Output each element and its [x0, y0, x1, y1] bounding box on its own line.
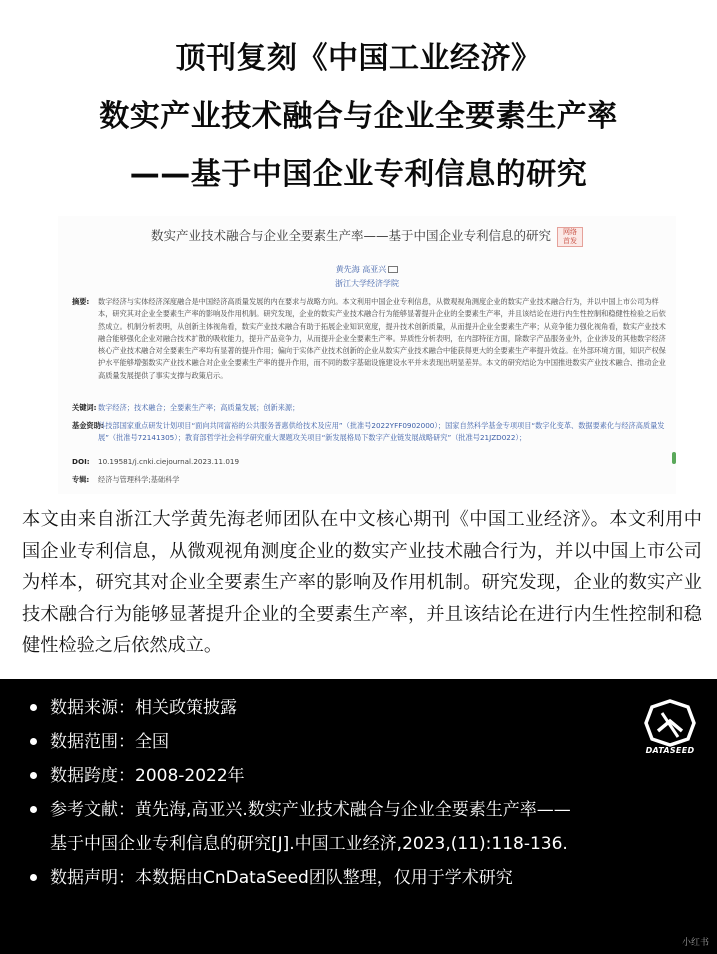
topic-row [72, 474, 668, 486]
dataseed-logo [640, 697, 700, 769]
keywords-label: 关键词: [72, 403, 97, 412]
info-item-range [30, 725, 700, 759]
abstract-text: 数字经济与实体经济深度融合是中国经济高质量发展的内在要求与战略方向。本文利用中国企业专利信息，从微观视角测度企业的数实产业技术融合行为，并以中国上市公司为样本，研究其对企业全要素生产率的影响及作用机制。研究发现，企业的数实产业技术融合行为能够显著提升企业的全要素生产率，并且该结论在进行内生性控制和稳健性检验之后依然成立。机制分析表明，从创新主体视角看，数实产业技术融合有助于拓展企业知识宽度，提升技术创新质量，从而提升企业全要素生产率；从竞争能力强化视角看，数实产业技术融合能够强化企业对融合技术扩散的吸收能力，提升产品竞争力，从而提升企业全要素生产率。异质性分析表明，在内部特征方面，除数字产品服务业外，企业涉及的其他数字经济核心产业技术融合对全要素生产率均有显著的提升作用；偏向于实体产业技术创新的企业从数实产业技术融合中能获得更大的全要素生产率提升效益。在外部环境方面，知识产权保护水平能够增强数实产业技术融合对企业全要素生产率的提升作用，而不同的数字基础设施建设水平并未表现出明显差异。本文的研究结论为中国推进数实产业技术融合、推动企业高质量发展提供了事实支撑与政策启示。 [98, 297, 666, 380]
title-line-3: ——基于中国企业专利信息的研究 [129, 157, 588, 192]
fund-label: 基金资助: [72, 421, 104, 430]
abstract-label: 摘要: [72, 297, 90, 306]
bullet-icon [30, 874, 37, 881]
fund-row [72, 420, 668, 445]
info-value: 2008-2022年 [135, 766, 245, 786]
abstract-row [72, 296, 668, 382]
info-value: 黄先海,高亚兴.数实产业技术融合与企业全要素生产率—— [135, 800, 571, 820]
info-value: 全国 [135, 732, 169, 752]
info-panel [0, 679, 717, 954]
info-value: 本数据由CnDataSeed团队整理，仅用于学术研究 [135, 868, 513, 888]
info-item-reference [30, 793, 700, 861]
online-first-badge: 网络首发 [557, 227, 583, 247]
paper-title-row [58, 226, 676, 247]
info-label: 数据范围： [50, 732, 135, 752]
info-list [30, 691, 700, 895]
doi-row [72, 456, 668, 468]
doi-text[interactable]: 10.19581/j.cnki.ciejournal.2023.11.019 [98, 457, 240, 466]
bullet-icon [30, 704, 37, 711]
info-value: 相关政策披露 [135, 698, 237, 718]
info-label: 数据声明： [50, 868, 135, 888]
fund-text[interactable]: 科技部国家重点研发计划项目“面向共同富裕的公共服务普惠供给技术及应用”（批准号2022YFF0902000）；国家自然科学基金专项项目“数字化变革、数据要素化与经济高质量发展”（批准号72141305）；教育部哲学社会科学研究重大课题攻关项目“新发展格局下数字产业链发展战略研究”（批准号21JZD022）； [98, 421, 665, 443]
title-block [0, 30, 717, 204]
intro-paragraph: 本文由来自浙江大学黄先海老师团队在中文核心期刊《中国工业经济》。本文利用中国企业专利信息，从微观视角测度企业的数实产业技术融合行为，并以中国上市公司为样本，研究其对企业全要素生产率的影响及作用机制。研究发现，企业的数实产业技术融合行为能够显著提升企业的全要素生产率，并且该结论在进行内生性控制和稳健性检验之后依然成立。 [22, 509, 702, 657]
side-tab[interactable] [672, 452, 676, 464]
bullet-icon [30, 806, 37, 813]
topic-label: 专辑: [72, 475, 90, 484]
paper-institution[interactable]: 浙江大学经济学院 [335, 279, 399, 288]
info-item-statement [30, 861, 700, 895]
paper-title: 数实产业技术融合与企业全要素生产率——基于中国企业专利信息的研究 [150, 228, 551, 243]
paper-snapshot [58, 216, 676, 494]
dataseed-logo-icon [640, 697, 700, 749]
info-item-span [30, 759, 700, 793]
mail-icon[interactable] [388, 266, 398, 273]
logo-text: DATASEED [645, 746, 695, 755]
topic-text: 经济与管理科学;基础科学 [98, 475, 180, 484]
keywords-row [72, 402, 668, 414]
keywords-text[interactable]: 数字经济；技术融合；全要素生产率；高质量发展；创新来源； [98, 403, 300, 412]
info-label: 参考文献： [50, 800, 135, 820]
title-line-1: 顶刊复刻《中国工业经济》 [175, 41, 542, 76]
bullet-icon [30, 738, 37, 745]
title-line-2: 数实产业技术融合与企业全要素生产率 [99, 99, 618, 134]
doi-label: DOI: [72, 457, 90, 466]
info-label: 数据跨度： [50, 766, 135, 786]
paper-authors: 黄先海 高亚兴 [335, 265, 387, 274]
paper-authors-row [58, 264, 676, 275]
bullet-icon [30, 772, 37, 779]
info-item-source [30, 691, 700, 725]
info-value-cont: 基于中国企业专利信息的研究[J].中国工业经济,2023,(11):118-136. [50, 834, 568, 854]
watermark: 小红书 [681, 938, 709, 948]
info-label: 数据来源： [50, 698, 135, 718]
